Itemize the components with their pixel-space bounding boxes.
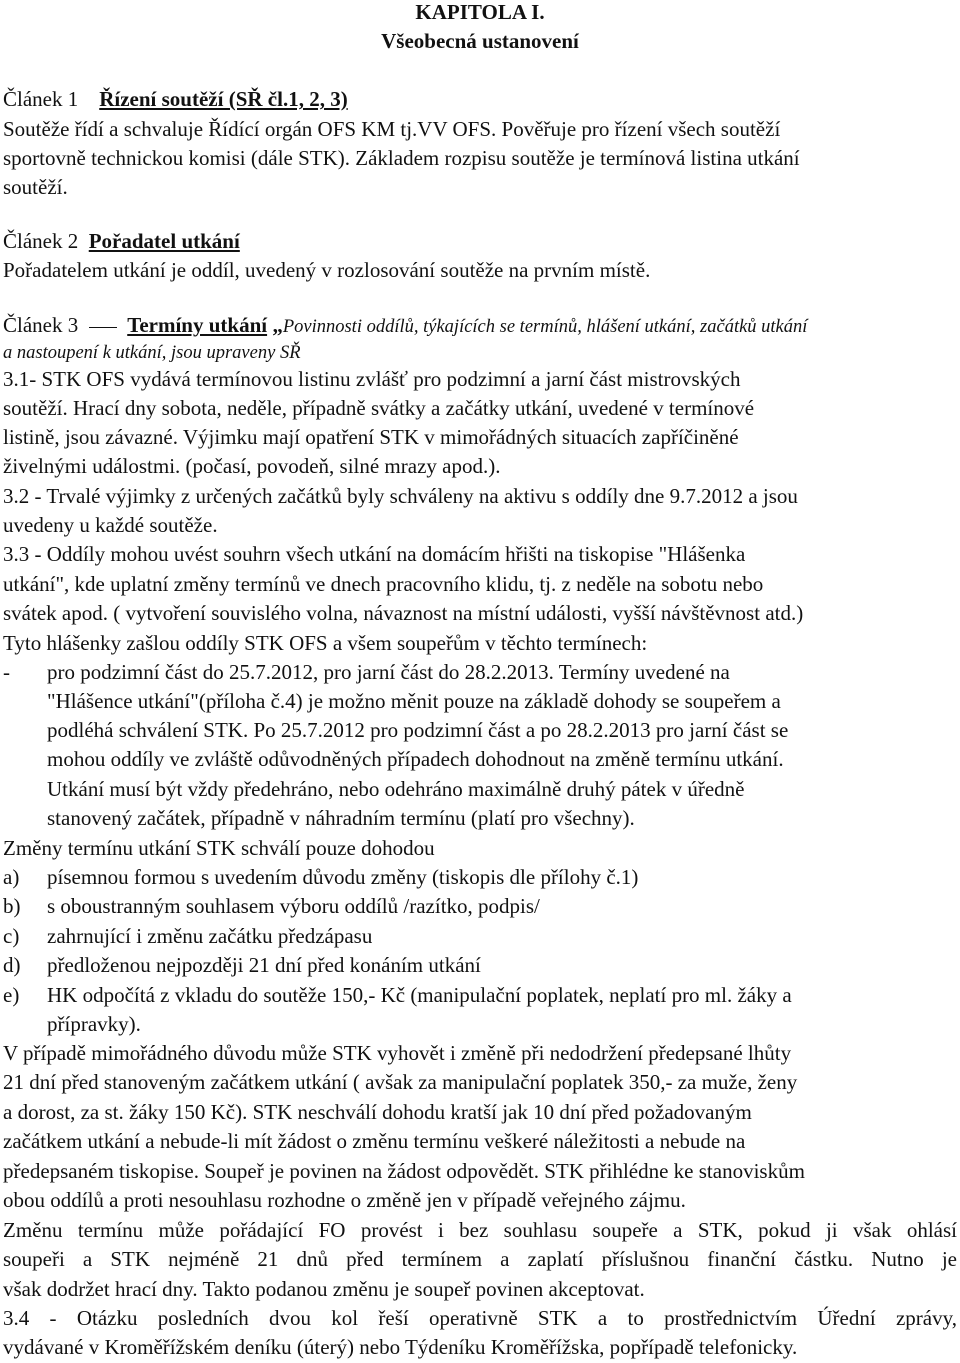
list-marker: a) xyxy=(3,865,20,889)
article-2-text-line: Pořadatelem utkání je oddíl, uvedený v rozlosování soutěže na prvním místě. xyxy=(3,258,651,282)
list-marker: e) xyxy=(3,983,20,1007)
section-3-3-line: utkání", kde uplatní změny termínů ve dnech pracovního klidu, tj. z neděle na sobotu nebo xyxy=(3,572,764,596)
section-3-1-line: soutěží. Hrací dny sobota, neděle, případně svátky a začátky utkání, uvedené v termínové xyxy=(3,396,755,420)
article-1-text-line: Soutěže řídí a schvaluje Řídící orgán OFS KM tj.VV OFS. Pověřuje pro řízení všech soutěží xyxy=(3,117,781,141)
list-item-text: s oboustranným souhlasem výboru oddílů /razítko, podpis/ xyxy=(47,894,540,918)
dash-item-line: stanovený začátek, případně v náhradním termínu (platí pro všechny). xyxy=(47,806,635,830)
chapter-number: KAPITOLA I. xyxy=(415,0,545,24)
list-item-text: zahrnující i změnu začátku předzápasu xyxy=(47,924,373,948)
article-2-heading-line xyxy=(3,229,240,253)
list-item-continuation: přípravky). xyxy=(47,1012,141,1036)
list-item xyxy=(3,894,540,918)
list-item xyxy=(3,865,638,889)
list-item-text: písemnou formou s uvedením důvodu změny (tiskopis dle přílohy č.1) xyxy=(47,865,639,889)
quote-mark: „ xyxy=(272,313,283,337)
urgent-change-line: 21 dní před stanoveným začátkem utkání ( avšak za manipulační poplatek 350,- za muže, ženy xyxy=(3,1070,798,1094)
article-1-text-line: sportovně technickou komisi (dále STK). Základem rozpisu soutěže je termínová listina utkání xyxy=(3,146,800,170)
list-item-text: HK odpočítá z vkladu do soutěže 150,- Kč (manipulační poplatek, neplatí pro ml. žáky a xyxy=(47,983,792,1007)
urgent-change-line: předepsaném tiskopise. Soupeř je povinen na žádost odpovědět. STK přihlédne ke stanoviskům xyxy=(3,1159,805,1183)
chapter-title: Všeobecná ustanovení xyxy=(381,29,579,53)
section-3-4-line: 3.4 - Otázku posledních dvou kol řeší operativně STK a to prostřednictvím Úřední zprávy, xyxy=(3,1306,957,1330)
section-3-2-line: uvedeny u každé soutěže. xyxy=(3,513,218,537)
dash-item-line: podléhá schválení STK. Po 25.7.2012 pro podzimní část a po 28.2.2013 pro jarní část se xyxy=(47,718,789,742)
list-item-text: předloženou nejpozději 21 dní před konáním utkání xyxy=(47,953,481,977)
article-1-heading: Řízení soutěží (SŘ čl.1, 2, 3) xyxy=(99,87,348,111)
dash-item-line: mohou oddíly ve zvláště odůvodněných případech dohodnout na změně termínu utkání. xyxy=(47,747,784,771)
list-marker: b) xyxy=(3,894,21,918)
list-item xyxy=(3,953,481,977)
list-item xyxy=(3,924,372,948)
article-3-note-line: a nastoupení k utkání, jsou upraveny SŘ xyxy=(3,343,301,363)
section-3-1-line: listině, jsou závazné. Výjimku mají opatření STK v mimořádných situacích zapříčiněné xyxy=(3,425,739,449)
dash-marker: - xyxy=(3,660,10,684)
section-3-2-line: 3.2 - Trvalé výjimky z určených začátků byly schváleny na aktivu s oddíly dne 9.7.2012 a jsou xyxy=(3,484,798,508)
list-item xyxy=(3,983,792,1007)
section-3-4-line: vydávané v Kroměřížském deníku (úterý) nebo Týdeníku Kroměřížska, popřípadě telefonicky. xyxy=(3,1335,798,1359)
section-3-1-line: 3.1- STK OFS vydává termínovou listinu zvlášť pro podzimní a jarní část mistrovských xyxy=(3,367,741,391)
article-1-text-line: soutěží. xyxy=(3,175,68,199)
section-3-3-line: 3.3 - Oddíly mohou uvést souhrn všech utkání na domácím hřišti na tiskopise "Hlášenka xyxy=(3,542,746,566)
dash-item-text: pro podzimní část do 25.7.2012, pro jarní část do 28.2.2013. Termíny uvedené na xyxy=(47,660,730,684)
changes-intro: Změny termínu utkání STK schválí pouze dohodou xyxy=(3,836,435,860)
section-3-1-line: živelnými událostmi. (počasí, povodeň, silné mrazy apod.). xyxy=(3,454,501,478)
urgent-change-line: začátkem utkání a nebude-li mít žádost o změnu termínu veškeré náležitosti a nebude na xyxy=(3,1129,746,1153)
fo-change-line: však dodržet hrací dny. Takto podanou změnu je soupeř povinen akceptovat. xyxy=(3,1277,645,1301)
article-2-label: Článek 2 xyxy=(3,229,79,253)
article-1-label: Článek 1 xyxy=(3,87,79,111)
fo-change-line: soupeři a STK nejméně 21 dnů před termínem a zaplatí příslušnou finanční částku. Nutno je xyxy=(3,1247,957,1271)
urgent-change-line: V případě mimořádného důvodu může STK vyhovět i změně při nedodržení předepsané lhůty xyxy=(3,1041,792,1065)
article-3-label: Článek 3 xyxy=(3,313,79,337)
section-3-3-line: svátek apod. ( vytvoření souvislého volna, návaznost na místní události, vyšší návštěvnost atd.) xyxy=(3,601,804,625)
section-3-3-line: Tyto hlášenky zašlou oddíly STK OFS a všem soupeřům v těchto termínech: xyxy=(3,631,648,655)
article-3-heading-line xyxy=(3,313,807,339)
fo-change-line: Změnu termínu může pořádající FO provést i bez souhlasu soupeře a STK, pokud ji však ohlásí xyxy=(3,1218,957,1242)
article-3-note: Povinnosti oddílů, týkajících se termínů, hlášení utkání, začátků utkání xyxy=(282,317,808,337)
article-2-heading: Pořadatel utkání xyxy=(88,229,240,253)
dash-item-line: Utkání musí být vždy předehráno, nebo odehráno maximálně druhý pátek v úředně xyxy=(47,777,745,801)
dash-rule xyxy=(89,327,117,328)
dash-item-first-line xyxy=(3,660,730,684)
urgent-change-line: obou oddílů a proti nesouhlasu rozhodne o změně jen v případě veřejného zájmu. xyxy=(3,1188,686,1212)
list-marker: d) xyxy=(3,953,21,977)
dash-item-line: "Hlášence utkání"(příloha č.4) je možno měnit pouze na základě dohody se soupeřem a xyxy=(47,689,781,713)
list-marker: c) xyxy=(3,924,20,948)
urgent-change-line: a dorost, za st. žáky 150 Kč). STK neschválí dohodu kratší jak 10 dní před požadovaným xyxy=(3,1100,752,1124)
article-3-heading: Termíny utkání xyxy=(127,313,268,337)
article-1-heading-line xyxy=(3,87,348,111)
